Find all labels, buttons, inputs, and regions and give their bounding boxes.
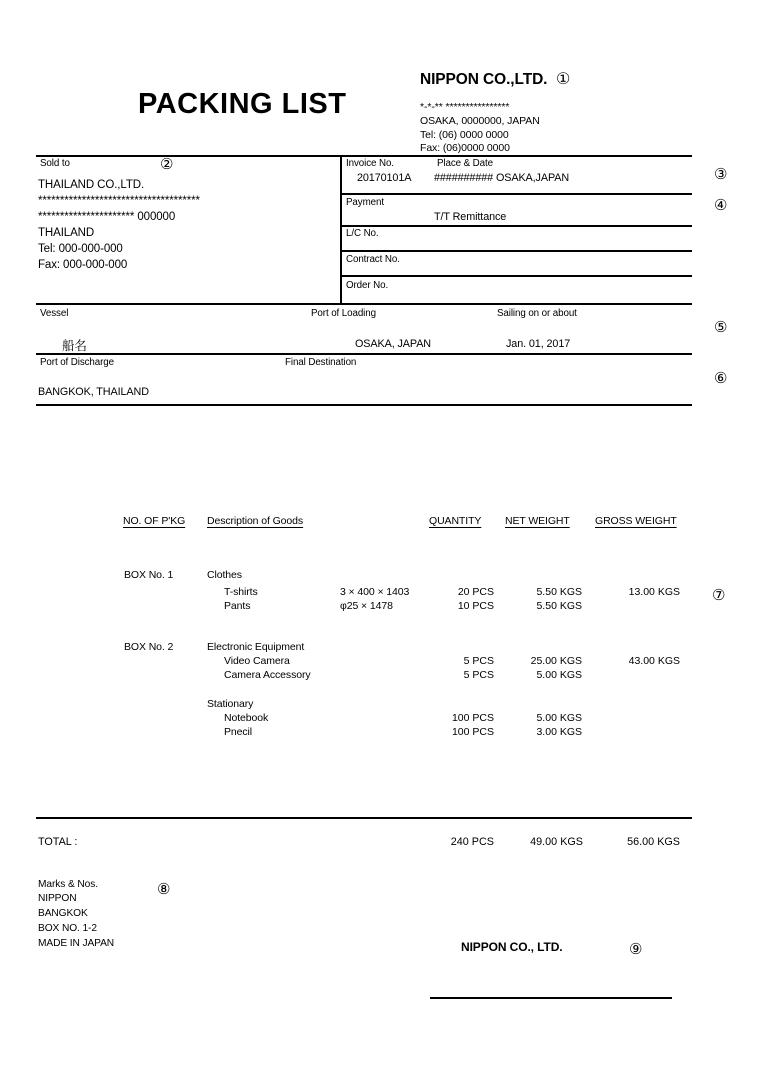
port-of-loading-label: Port of Loading <box>311 308 376 319</box>
table-row: 5.50 KGS <box>536 586 582 598</box>
place-date-label: Place & Date <box>437 158 493 169</box>
column-header-description: Description of Goods <box>207 515 304 527</box>
marks-line: BOX NO. 1-2 <box>38 923 97 934</box>
total-net-weight: 49.00 KGS <box>530 836 583 848</box>
page-title: PACKING LIST <box>138 88 347 120</box>
payment-value: T/T Remittance <box>434 211 507 223</box>
sold-to-company: THAILAND CO.,LTD. <box>38 179 145 191</box>
table-row: φ25 × 1478 <box>340 600 393 612</box>
invoice-payment-divider <box>340 193 692 195</box>
box-top-border <box>36 155 692 157</box>
payment-lc-divider <box>340 225 692 227</box>
column-header-net-weight: NET WEIGHT <box>505 515 570 527</box>
signature-company-name: NIPPON CO., LTD. <box>461 940 563 954</box>
payment-label: Payment <box>346 197 384 208</box>
table-row: Notebook <box>224 712 269 724</box>
table-row: Clothes <box>207 569 242 581</box>
sold-to-address-line: ************************************* <box>38 195 200 207</box>
annotation-marker-4: ④ <box>714 197 728 214</box>
table-row: 100 PCS <box>451 712 494 724</box>
table-row: 5.00 KGS <box>536 669 582 681</box>
sold-to-phone: Tel: 000-000-000 <box>38 243 123 255</box>
shipper-address-line: OSAKA, 0000000, JAPAN <box>420 115 540 127</box>
table-row: Stationary <box>207 698 254 710</box>
table-row: Pants <box>224 600 251 612</box>
annotation-marker-8: ⑧ <box>157 881 171 898</box>
annotation-marker-7: ⑦ <box>712 587 726 604</box>
vessel-label: Vessel <box>40 308 69 319</box>
shipper-address-line: *-*-** **************** <box>420 101 510 113</box>
marks-label: Marks & Nos. <box>38 879 98 890</box>
table-row: BOX No. 1 <box>124 569 174 581</box>
shipper-phone: Tel: (06) 0000 0000 <box>420 129 509 141</box>
sold-to-label: Sold to <box>40 158 70 169</box>
marks-line: NIPPON <box>38 893 77 904</box>
table-row: 5 PCS <box>463 669 494 681</box>
sailing-value: Jan. 01, 2017 <box>506 338 571 350</box>
column-header-gross-weight: GROSS WEIGHT <box>595 515 677 527</box>
marks-line: BANGKOK <box>38 908 88 919</box>
header-block-bottom-border <box>36 404 692 406</box>
final-destination-label: Final Destination <box>285 357 357 368</box>
column-header-quantity: QUANTITY <box>429 515 482 527</box>
sold-to-fax: Fax: 000-000-000 <box>38 259 128 271</box>
order-no-label: Order No. <box>346 280 389 291</box>
shipper-fax: Fax: (06)0000 0000 <box>420 142 510 154</box>
annotation-marker-1: ① <box>556 71 571 88</box>
discharge-row-top-border <box>36 353 692 355</box>
table-row: 10 PCS <box>457 600 494 612</box>
contract-no-label: Contract No. <box>346 254 400 265</box>
table-row: 13.00 KGS <box>628 586 680 598</box>
total-gross-weight: 56.00 KGS <box>627 836 680 848</box>
annotation-marker-2: ② <box>160 156 174 173</box>
lc-no-label: L/C No. <box>346 228 379 239</box>
table-row: 3 × 400 × 1403 <box>340 586 410 598</box>
shipper-company-name: NIPPON CO.,LTD. <box>420 71 548 88</box>
place-date-value: ########## OSAKA,JAPAN <box>434 172 570 184</box>
invoice-no-label: Invoice No. <box>346 158 394 169</box>
port-of-loading-value: OSAKA, JAPAN <box>355 338 432 350</box>
table-row: Camera Accessory <box>224 669 311 681</box>
total-label: TOTAL : <box>38 836 78 848</box>
annotation-marker-3: ③ <box>714 166 728 183</box>
sold-to-address-line: ********************** 000000 <box>38 211 176 223</box>
annotation-marker-9: ⑨ <box>629 941 643 958</box>
vessel-value: 船名 <box>62 339 87 353</box>
table-row: 5 PCS <box>463 655 494 667</box>
box-column-divider <box>340 155 342 303</box>
table-row: 25.00 KGS <box>530 655 582 667</box>
table-row: T-shirts <box>224 586 258 598</box>
invoice-no-value: 20170101A <box>357 172 412 184</box>
table-row: 100 PCS <box>451 726 494 738</box>
table-row: Pnecil <box>224 726 252 738</box>
column-header-pkg: NO. OF P'KG <box>123 515 186 527</box>
sailing-label: Sailing on or about <box>497 308 577 319</box>
signature-line <box>430 997 672 999</box>
sold-to-country: THAILAND <box>38 227 95 239</box>
lc-contract-divider <box>340 250 692 252</box>
table-row: 3.00 KGS <box>536 726 582 738</box>
table-row: 5.00 KGS <box>536 712 582 724</box>
total-quantity: 240 PCS <box>450 836 494 848</box>
table-row: 20 PCS <box>457 586 494 598</box>
vessel-row-top-border <box>36 303 692 305</box>
table-row: Video Camera <box>224 655 290 667</box>
total-top-border <box>36 817 692 819</box>
table-row: 5.50 KGS <box>536 600 582 612</box>
table-row: BOX No. 2 <box>124 641 174 653</box>
marks-line: MADE IN JAPAN <box>38 938 115 949</box>
annotation-marker-5: ⑤ <box>714 319 728 336</box>
table-row: 43.00 KGS <box>628 655 680 667</box>
table-row: Electronic Equipment <box>207 641 305 653</box>
port-of-discharge-value: BANGKOK, THAILAND <box>38 386 149 398</box>
contract-order-divider <box>340 275 692 277</box>
port-of-discharge-label: Port of Discharge <box>40 357 114 368</box>
annotation-marker-6: ⑥ <box>714 370 728 387</box>
